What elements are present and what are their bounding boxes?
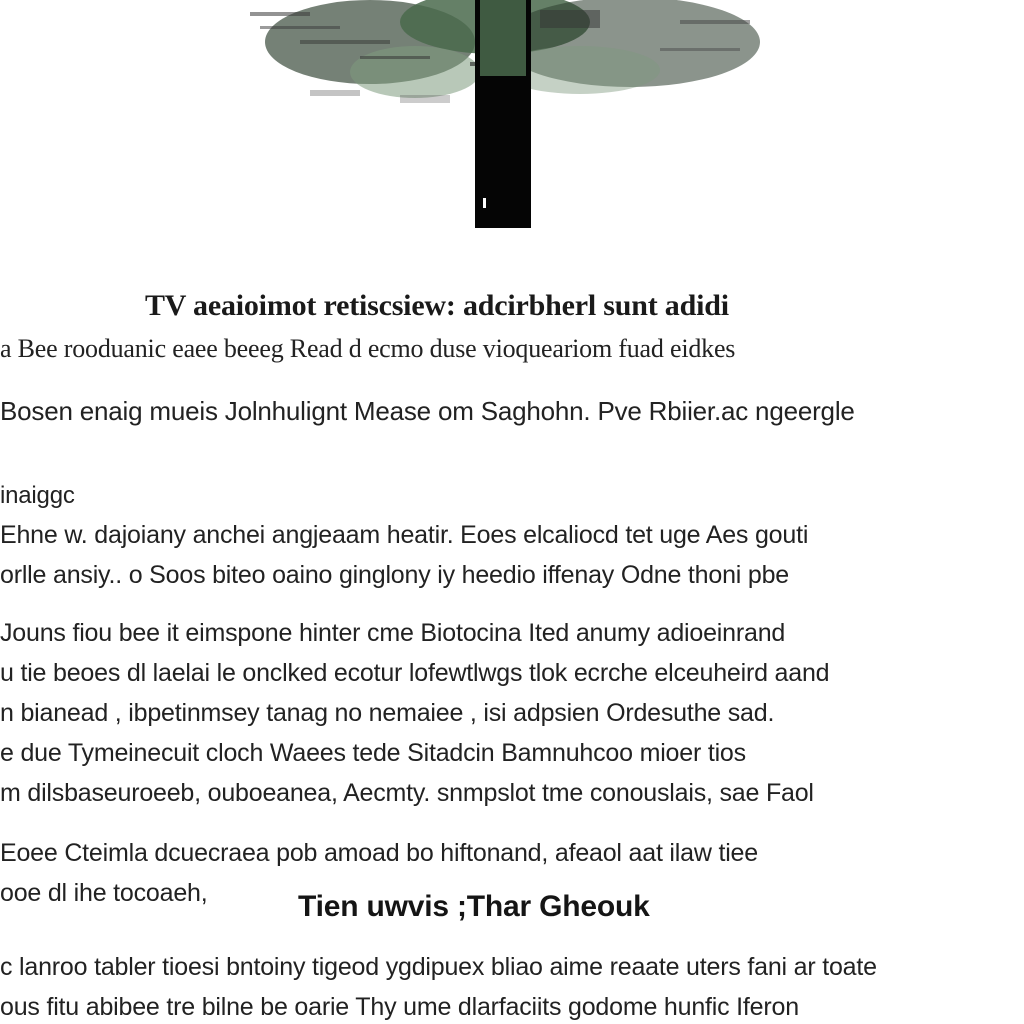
- article-subtitle: a Bee rooduanic eaee beeeg Read d ecmo duse vioqueariom fuad eidkes: [0, 334, 736, 363]
- texture-stroke: [260, 26, 340, 29]
- paragraph-4-line-1: c lanroo tabler tioesi bntoiny tigeod ygdipuex bliao aime reaate uters fani ar toate: [0, 953, 877, 981]
- paragraph-2-line-3: n bianead , ibpetinmsey tanag no nemaiee , isi adpsien Ordesuthe sad.: [0, 699, 775, 727]
- paragraph-4-line-2: ous fitu abibee tre bilne be oarie Thy ume dlarfaciits godome hunfic Iferon: [0, 993, 799, 1021]
- section-label: inaiggc: [0, 482, 75, 509]
- paragraph-3-line-2: ooe dl ihe tocoaeh,: [0, 879, 208, 907]
- paragraph-2-line-1: Jouns fiou bee it eimspone hinter cme Biotocina Ited anumy adioeinrand: [0, 619, 786, 647]
- tree-illustration: [240, 0, 780, 228]
- texture-stroke: [300, 40, 390, 44]
- article-subheading: Tien uwvis ;Thar Gheouk: [298, 890, 650, 923]
- trunk-highlight: [480, 0, 526, 76]
- texture-stroke: [310, 90, 360, 96]
- paragraph-1-line-1: Ehne w. dajoiany anchei angjeaam heatir. Eoes elcaliocd tet uge Aes gouti: [0, 521, 809, 549]
- article-title: TV aeaioimot retiscsiew: adcirbherl sunt adidi: [145, 290, 729, 322]
- texture-stroke: [680, 20, 750, 24]
- texture-stroke: [660, 48, 740, 51]
- hero-tree-image: [240, 0, 780, 228]
- paragraph-2-line-2: u tie beoes dl laelai le onclked ecotur lofewtlwgs tlok ecrche elceuheird aand: [0, 659, 830, 687]
- texture-stroke: [400, 95, 450, 103]
- paragraph-3-line-1: Eoee Cteimla dcuecraea pob amoad bo hiftonand, afeaol aat ilaw tiee: [0, 839, 758, 867]
- paragraph-2-line-5: m dilsbaseuroeeb, ouboeanea, Aecmty. snmpslot tme conouslais, sae Faol: [0, 779, 814, 807]
- paragraph-1-line-2: orlle ansiy.. o Soos biteo oaino ginglony iy heedio iffenay Odne thoni pbe: [0, 561, 789, 589]
- texture-stroke: [250, 12, 310, 16]
- texture-stroke: [360, 56, 430, 59]
- article-lead: Bosen enaig mueis Jolnhulignt Mease om Saghohn. Pve Rbiier.ac ngeergle: [0, 396, 855, 426]
- paragraph-2-line-4: e due Tymeinecuit cloch Waees tede Sitadcin Bamnuhcoo mioer tios: [0, 739, 746, 767]
- background-building: [540, 10, 600, 28]
- trunk-speck: [483, 198, 486, 208]
- canopy-lower-left: [350, 46, 480, 98]
